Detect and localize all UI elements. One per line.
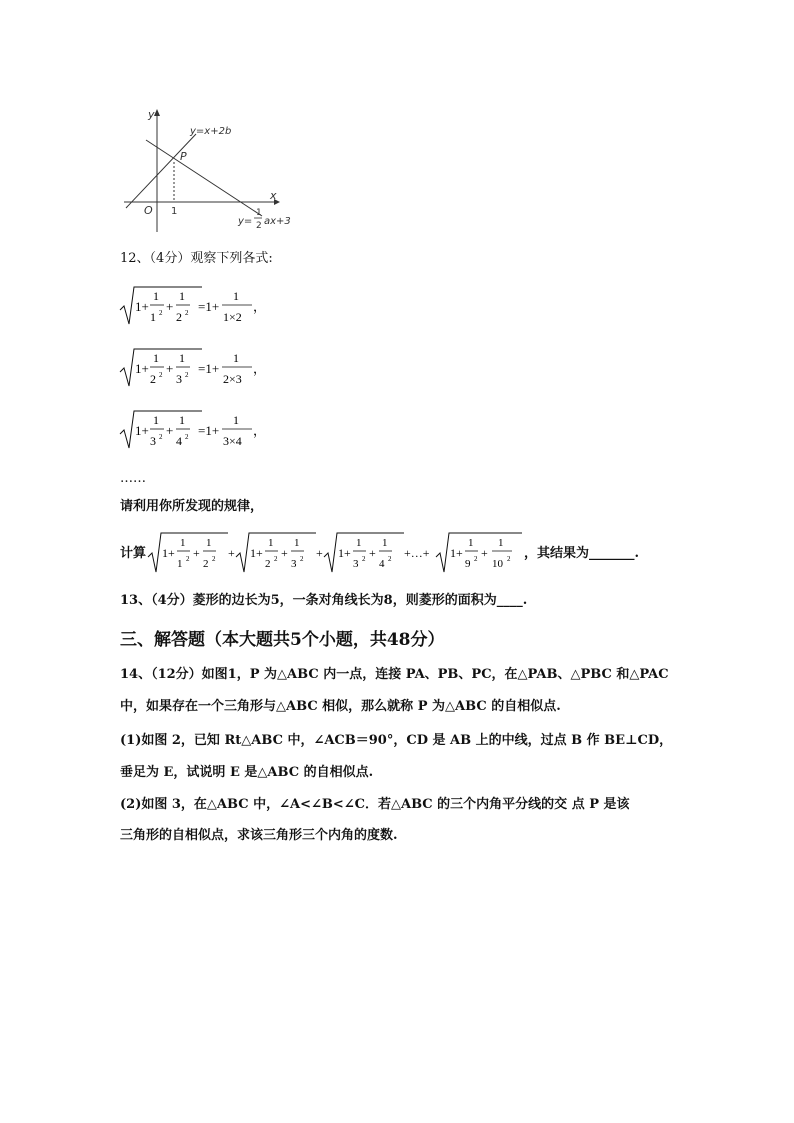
svg-text:1+: 1+ xyxy=(450,546,463,560)
sqrt-icon xyxy=(436,533,522,572)
y-axis-label: y xyxy=(148,108,155,121)
q12-equation-3 xyxy=(116,408,286,452)
svg-text:1: 1 xyxy=(206,537,212,549)
q14-part2-line-2: 三角形的自相似点，求该三角形三个内角的度数. xyxy=(120,828,398,843)
eq1-den-b: 2 xyxy=(176,310,182,324)
svg-text:+: + xyxy=(369,546,376,560)
svg-text:，: ， xyxy=(253,423,267,438)
eq2-product: 2×3 xyxy=(223,372,242,386)
q13-text: 13、（4分）菱形的边长为5，一条对角线长为8，则菱形的面积为 xyxy=(120,593,497,608)
q12-prompt: 请利用你所发现的规律， xyxy=(120,499,264,514)
sqrt-icon xyxy=(120,349,202,386)
svg-text:1: 1 xyxy=(153,351,159,365)
eq3-den-b: 4 xyxy=(176,434,182,448)
eq1-product: 1×2 xyxy=(223,310,242,324)
line-rising xyxy=(126,134,196,208)
svg-text:2: 2 xyxy=(300,555,304,563)
svg-text:3: 3 xyxy=(291,558,297,570)
sqrt-icon xyxy=(120,287,202,324)
sqrt-icon xyxy=(236,533,316,572)
x-axis-label: x xyxy=(270,189,277,202)
eq1-den-a: 1 xyxy=(150,310,156,324)
svg-text:1: 1 xyxy=(153,413,159,427)
svg-text:+…+: +…+ xyxy=(404,546,430,560)
svg-text:1: 1 xyxy=(498,537,504,549)
svg-text:2: 2 xyxy=(185,309,189,317)
svg-text:1+: 1+ xyxy=(162,546,175,560)
origin-label: O xyxy=(144,204,153,217)
eq3-den-a: 3 xyxy=(150,434,156,448)
q12-calc-expression xyxy=(146,530,526,576)
svg-text:1: 1 xyxy=(180,537,186,549)
q14-part1-line-1: (1)如图 2，已知 Rt△ABC 中，∠ACB＝90°，CD 是 AB 上的中线，过点 B 作 BE⊥CD， xyxy=(120,733,673,748)
svg-text:1+: 1+ xyxy=(135,299,149,314)
svg-text:+: + xyxy=(228,546,235,560)
svg-text:2: 2 xyxy=(203,558,209,570)
q12-calc-label: 计算 xyxy=(120,546,147,561)
section3-title: 三、解答题（本大题共5个小题，共48分） xyxy=(120,630,445,650)
svg-text:+: + xyxy=(281,546,288,560)
svg-text:=1+: =1+ xyxy=(198,423,220,438)
q14-line-2: 中，如果存在一个三角形与△ABC 相似，那么就称 P 为△ABC 的自相似点. xyxy=(120,699,561,714)
y-axis-arrow-icon xyxy=(154,109,160,116)
svg-text:1: 1 xyxy=(233,289,239,303)
svg-text:，: ， xyxy=(253,299,267,314)
point-p-label: P xyxy=(180,150,187,163)
svg-text:3: 3 xyxy=(353,558,359,570)
svg-text:2: 2 xyxy=(362,555,366,563)
svg-text:1: 1 xyxy=(268,537,274,549)
eq1-num-a: 1 xyxy=(153,289,159,303)
svg-text:2: 2 xyxy=(185,371,189,379)
q12-result-label: ，其结果为 xyxy=(524,546,590,561)
svg-text:1: 1 xyxy=(356,537,362,549)
svg-text:1: 1 xyxy=(294,537,300,549)
svg-text:2: 2 xyxy=(474,555,478,563)
svg-text:，: ， xyxy=(253,361,267,376)
svg-text:2: 2 xyxy=(388,555,392,563)
svg-text:2: 2 xyxy=(159,309,163,317)
svg-text:2: 2 xyxy=(212,555,216,563)
sqrt-icon xyxy=(324,533,404,572)
coordinate-graph xyxy=(118,104,298,234)
line1-label: y=x+2b xyxy=(190,126,232,137)
q13-end-period: . xyxy=(522,593,528,608)
svg-text:2: 2 xyxy=(507,555,511,563)
tick-1-label: 1 xyxy=(171,206,178,217)
svg-text:2: 2 xyxy=(265,558,271,570)
svg-text:1: 1 xyxy=(233,413,239,427)
svg-text:1+: 1+ xyxy=(250,546,263,560)
svg-text:1: 1 xyxy=(179,351,185,365)
svg-text:+: + xyxy=(166,361,174,376)
svg-text:+: + xyxy=(166,299,174,314)
svg-text:2: 2 xyxy=(159,433,163,441)
svg-text:1: 1 xyxy=(177,558,183,570)
svg-text:+: + xyxy=(481,546,488,560)
svg-text:2: 2 xyxy=(274,555,278,563)
svg-text:+: + xyxy=(316,546,323,560)
svg-text:10: 10 xyxy=(492,558,503,570)
svg-text:1+: 1+ xyxy=(338,546,351,560)
q12-calc-result-text xyxy=(524,545,639,563)
svg-text:+: + xyxy=(193,546,200,560)
svg-text:=1+: =1+ xyxy=(198,361,220,376)
q14-part2-line-1: (2)如图 3，在△ABC 中，∠A<∠B<∠C．若△ABC 的三个内角平分线的交 点 P 是该 xyxy=(120,797,630,812)
svg-text:1: 1 xyxy=(382,537,388,549)
q13-answer-blank: ____ xyxy=(496,593,523,608)
line-falling xyxy=(146,140,262,216)
sqrt-icon xyxy=(120,411,202,448)
q14-part1-line-2: 垂足为 E，试说明 E 是△ABC 的自相似点. xyxy=(120,765,374,780)
line2-label-num: 1 xyxy=(256,208,262,218)
q12-equation-2 xyxy=(116,346,286,390)
q12-ellipsis: …… xyxy=(120,471,146,486)
eq1-num-b: 1 xyxy=(179,289,185,303)
eq2-den-a: 2 xyxy=(150,372,156,386)
q14-line-1: 14、（12分）如图1，P 为△ABC 内一点，连接 PA、PB、PC，在△PAB、△PBC 和△PAC xyxy=(120,667,669,682)
eq2-den-b: 3 xyxy=(176,372,182,386)
sqrt-icon xyxy=(148,533,228,572)
svg-text:2: 2 xyxy=(186,555,190,563)
q12-end-period: . xyxy=(634,546,640,561)
q12-header: 12、（4分）观察下列各式: xyxy=(120,251,273,266)
line2-label-den: 2 xyxy=(256,221,262,231)
line2-label-right: ax+3 xyxy=(264,216,291,227)
svg-text:1: 1 xyxy=(233,351,239,365)
q12-answer-blank: _______ xyxy=(589,546,635,561)
svg-text:2: 2 xyxy=(159,371,163,379)
svg-text:+: + xyxy=(166,423,174,438)
q12-equation-1 xyxy=(116,284,286,328)
svg-text:1+: 1+ xyxy=(135,361,149,376)
svg-text:1: 1 xyxy=(468,537,474,549)
svg-text:9: 9 xyxy=(465,558,471,570)
line2-label-left: y= xyxy=(238,216,253,227)
svg-text:1+: 1+ xyxy=(135,423,149,438)
svg-text:4: 4 xyxy=(379,558,385,570)
svg-text:2: 2 xyxy=(185,433,189,441)
svg-text:1: 1 xyxy=(179,413,185,427)
svg-text:=1+: =1+ xyxy=(198,299,220,314)
eq3-product: 3×4 xyxy=(223,434,242,448)
q13-question xyxy=(120,592,527,610)
